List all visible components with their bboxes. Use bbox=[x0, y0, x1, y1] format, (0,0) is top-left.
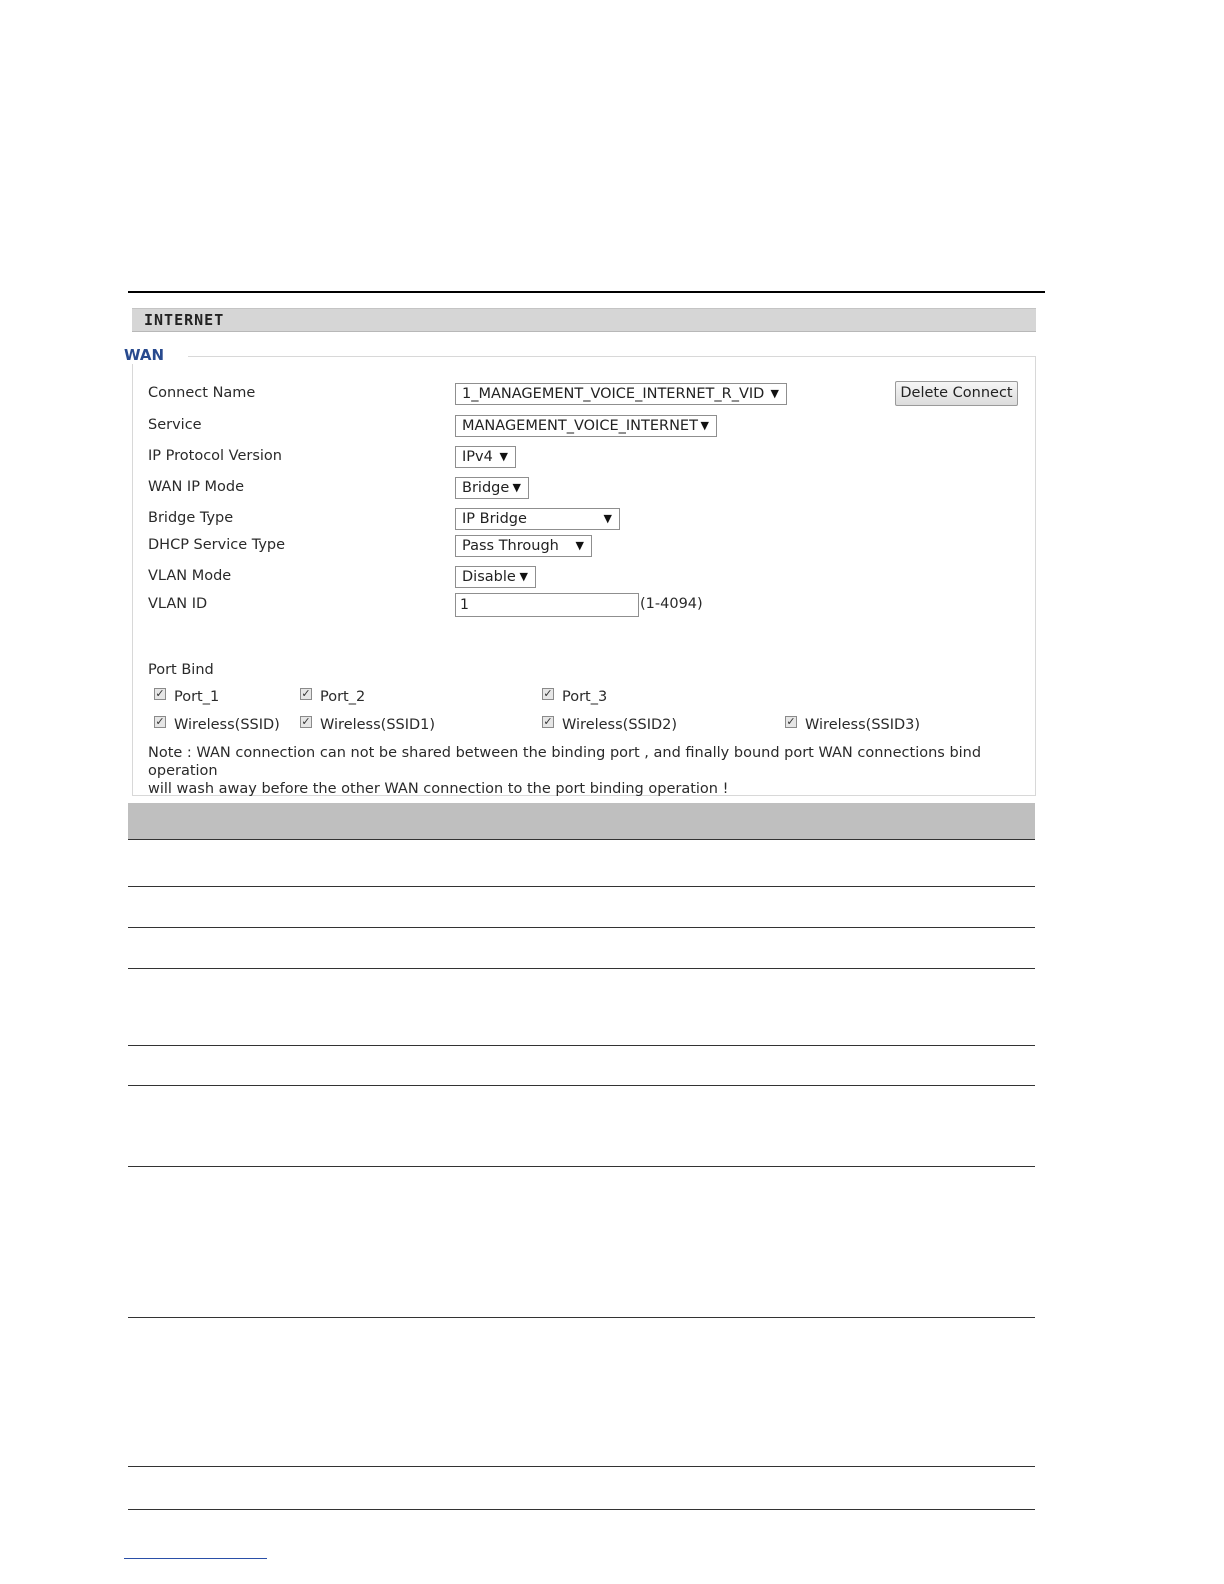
wireless-ssid3-checkbox[interactable]: ✓ bbox=[786, 715, 796, 728]
vlan-id-label: VLAN ID bbox=[148, 596, 208, 612]
wan-ip-mode-value: Bridge bbox=[462, 480, 510, 496]
delete-connect-button[interactable]: Delete Connect bbox=[895, 381, 1018, 406]
binding-note bbox=[148, 744, 1028, 798]
port-3-checkbox[interactable]: ✓ bbox=[543, 687, 553, 700]
wireless-ssid2-label: Wireless(SSID2) bbox=[562, 717, 678, 733]
section-header-bar bbox=[132, 308, 1036, 332]
port-bind-label: Port Bind bbox=[148, 662, 214, 678]
vlan-id-range-hint: (1-4094) bbox=[640, 596, 703, 612]
dropdown-arrow-icon: ▼ bbox=[499, 450, 508, 463]
section-title: INTERNET bbox=[144, 311, 225, 329]
service-label: Service bbox=[148, 417, 202, 433]
service-select[interactable] bbox=[455, 415, 717, 437]
wireless-ssid-checkbox[interactable]: ✓ bbox=[155, 715, 165, 728]
connect-name-label: Connect Name bbox=[148, 385, 256, 401]
table-row-divider bbox=[128, 927, 1035, 928]
dropdown-arrow-icon: ▼ bbox=[603, 512, 612, 525]
vlan-mode-select[interactable] bbox=[455, 566, 536, 588]
vlan-mode-label: VLAN Mode bbox=[148, 568, 232, 584]
vlan-id-input[interactable]: 1 bbox=[455, 593, 639, 617]
dropdown-arrow-icon: ▼ bbox=[700, 419, 709, 432]
port-2-label: Port_2 bbox=[320, 689, 366, 705]
dropdown-arrow-icon: ▼ bbox=[770, 387, 779, 400]
connect-name-value: 1_MANAGEMENT_VOICE_INTERNET_R_VID bbox=[462, 386, 765, 402]
table-row-divider bbox=[128, 1317, 1035, 1318]
table-row-divider bbox=[128, 1085, 1035, 1086]
top-divider bbox=[128, 291, 1045, 293]
dhcp-service-type-value: Pass Through bbox=[462, 538, 559, 554]
binding-note-line-1: Note : WAN connection can not be shared between the binding port , and finally bound port WAN connections bind operation bbox=[148, 745, 982, 779]
wan-legend: WAN bbox=[122, 346, 188, 364]
port-1-checkbox[interactable]: ✓ bbox=[155, 687, 165, 700]
table-row-divider bbox=[128, 886, 1035, 887]
bridge-type-select[interactable] bbox=[455, 508, 620, 530]
dropdown-arrow-icon: ▼ bbox=[575, 539, 584, 552]
table-header-bar bbox=[128, 803, 1035, 839]
table-row-divider bbox=[128, 1509, 1035, 1510]
port-1-label: Port_1 bbox=[174, 689, 220, 705]
wireless-ssid2-checkbox[interactable]: ✓ bbox=[543, 715, 553, 728]
service-value: MANAGEMENT_VOICE_INTERNET bbox=[462, 418, 698, 434]
port-2-checkbox[interactable]: ✓ bbox=[301, 687, 311, 700]
wan-ip-mode-select[interactable] bbox=[455, 477, 529, 499]
connect-name-select[interactable] bbox=[455, 383, 787, 405]
table-row-divider bbox=[128, 1466, 1035, 1467]
wan-ip-mode-label: WAN IP Mode bbox=[148, 479, 245, 495]
binding-note-line-2: will wash away before the other WAN connection to the port binding operation ! bbox=[148, 781, 729, 797]
wireless-ssid1-label: Wireless(SSID1) bbox=[320, 717, 436, 733]
dropdown-arrow-icon: ▼ bbox=[519, 570, 528, 583]
wireless-ssid1-checkbox[interactable]: ✓ bbox=[301, 715, 311, 728]
dhcp-service-type-select[interactable] bbox=[455, 535, 592, 557]
vlan-mode-value: Disable bbox=[462, 569, 516, 585]
footnote-separator bbox=[124, 1558, 267, 1559]
table-row-divider bbox=[128, 1045, 1035, 1046]
ip-protocol-version-select[interactable] bbox=[455, 446, 516, 468]
table-row-divider bbox=[128, 1166, 1035, 1167]
dropdown-arrow-icon: ▼ bbox=[512, 481, 521, 494]
dhcp-service-type-label: DHCP Service Type bbox=[148, 537, 286, 553]
bridge-type-value: IP Bridge bbox=[462, 511, 527, 527]
ip-protocol-version-label: IP Protocol Version bbox=[148, 448, 282, 464]
wireless-ssid-label: Wireless(SSID) bbox=[174, 717, 280, 733]
table-row-divider bbox=[128, 968, 1035, 969]
bridge-type-label: Bridge Type bbox=[148, 510, 234, 526]
wireless-ssid3-label: Wireless(SSID3) bbox=[805, 717, 921, 733]
ip-protocol-version-value: IPv4 bbox=[462, 449, 493, 465]
table-row-divider bbox=[128, 839, 1035, 840]
port-3-label: Port_3 bbox=[562, 689, 608, 705]
